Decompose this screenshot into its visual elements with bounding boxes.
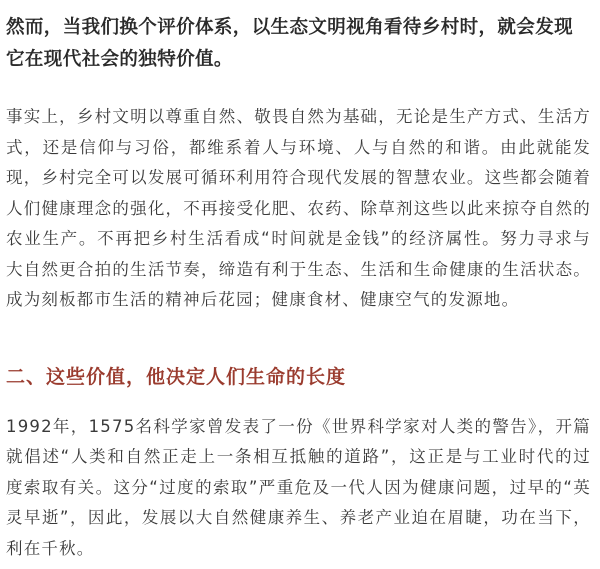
body-paragraph-1: 事实上，乡村文明以尊重自然、敬畏自然为基础，无论是生产方式、生活方式，还是信仰与习俗，都维系着人与环境、人与自然的和谐。由此就能发现，乡村完全可以发展可循环利用符合现代发展的智慧农业。这些都会随着人们健康理念的强化，不再接受化肥、农药、除草剂这些以此来掠夺自然的农业生产。不再把乡村生活看成“时间就是金钱”的经济属性。努力寻求与大自然更合拍的生活节奏，缔造有利于生态、生活和生命健康的生活状态。成为刻板都市生活的精神后花园；健康食材、健康空气的发源地。	[6, 107, 591, 309]
lead-paragraph: 然而，当我们换个评价体系，以生态文明视角看待乡村时，就会发现它在现代社会的独特价值。	[6, 17, 574, 70]
body-paragraph-2: 1992年，1575名科学家曾发表了一份《世界科学家对人类的警告》，开篇就倡述“人类和自然正走上一条相互抵触的道路”，这正是与工业时代的过度索取有关。这分“过度的索取”严重危及一代人因为健康问题，过早的“英灵早逝”，因此，发展以大自然健康养生、养老产业迫在眉睫，功在当下，利在千秋。	[6, 416, 591, 558]
article-body	[6, 12, 591, 564]
section-heading: 二、这些价值，他决定人们生命的长度	[6, 365, 347, 388]
